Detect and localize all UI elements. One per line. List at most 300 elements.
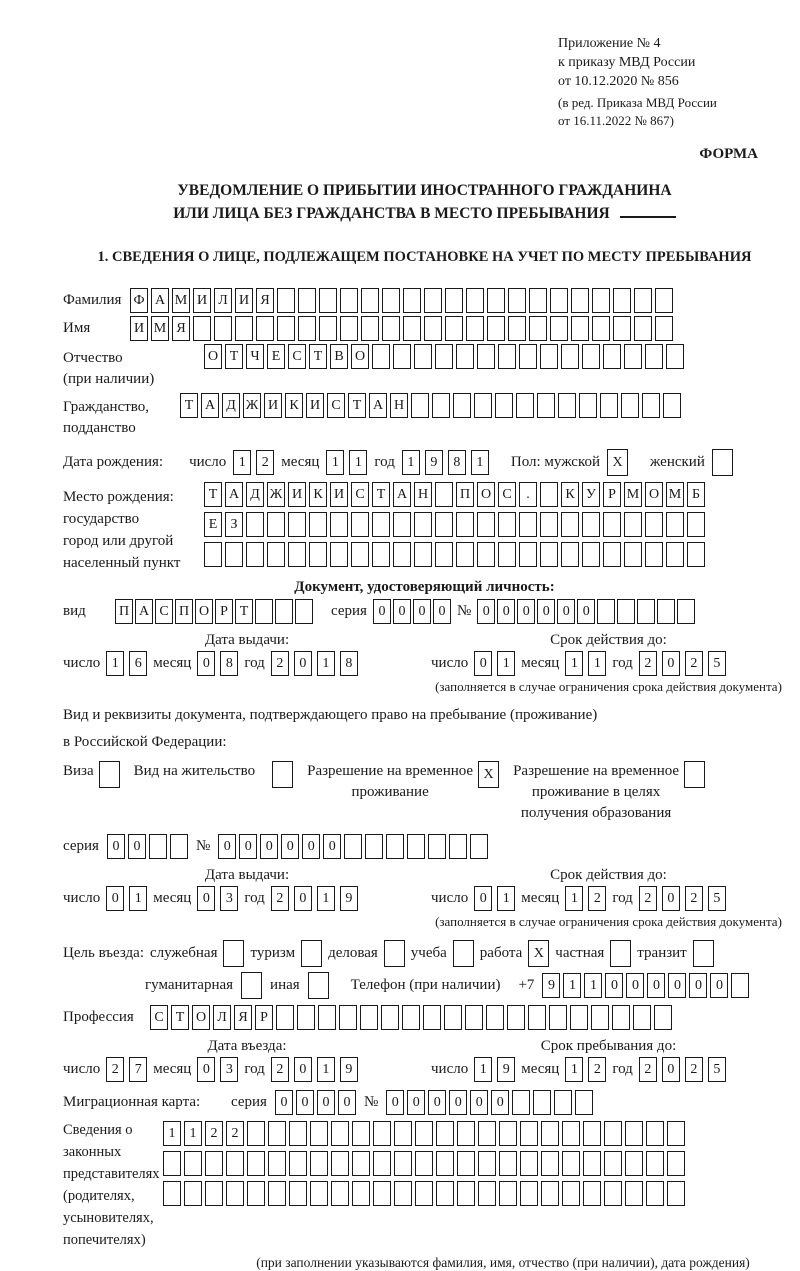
form-cell[interactable]	[478, 1121, 496, 1146]
form-cell[interactable]	[386, 834, 404, 859]
form-cell[interactable]: 0	[662, 1057, 680, 1082]
form-cell[interactable]: И	[235, 288, 253, 313]
form-cell[interactable]: 0	[433, 599, 451, 624]
form-cell[interactable]	[655, 288, 673, 313]
form-cell[interactable]	[600, 393, 618, 418]
form-cell[interactable]: К	[285, 393, 303, 418]
form-cell[interactable]: 0	[281, 834, 299, 859]
form-cell[interactable]	[288, 512, 306, 537]
form-cell[interactable]: С	[498, 482, 516, 507]
form-cell[interactable]: 0	[605, 973, 623, 998]
form-cell[interactable]: 0	[296, 1090, 314, 1115]
form-cell[interactable]: 1	[565, 651, 583, 676]
form-cell[interactable]	[372, 344, 390, 369]
form-cell[interactable]	[466, 316, 484, 341]
form-cell[interactable]: 0	[260, 834, 278, 859]
form-cell[interactable]: 0	[407, 1090, 425, 1115]
form-cell[interactable]: Т	[309, 344, 327, 369]
form-cell[interactable]: П	[115, 599, 133, 624]
form-cell[interactable]: 5	[708, 651, 726, 676]
form-cell[interactable]	[288, 542, 306, 567]
form-cell[interactable]	[453, 393, 471, 418]
form-cell[interactable]: 2	[639, 1057, 657, 1082]
form-cell[interactable]	[582, 542, 600, 567]
form-cell[interactable]	[394, 1151, 412, 1176]
form-cell[interactable]	[414, 344, 432, 369]
form-cell[interactable]	[687, 512, 705, 537]
form-cell[interactable]: 0	[275, 1090, 293, 1115]
form-cell[interactable]: 0	[470, 1090, 488, 1115]
form-cell[interactable]: 1	[317, 886, 335, 911]
form-cell[interactable]: 1	[129, 886, 147, 911]
form-cell[interactable]	[624, 512, 642, 537]
form-cell[interactable]: 0	[218, 834, 236, 859]
form-cell[interactable]	[624, 542, 642, 567]
form-cell[interactable]	[592, 316, 610, 341]
form-cell[interactable]	[309, 542, 327, 567]
checkbox-box[interactable]: X	[607, 449, 628, 476]
form-cell[interactable]	[456, 542, 474, 567]
form-cell[interactable]: 1	[106, 651, 124, 676]
checkbox-box[interactable]	[693, 940, 714, 967]
form-cell[interactable]: Т	[235, 599, 253, 624]
form-cell[interactable]	[352, 1151, 370, 1176]
form-cell[interactable]	[731, 973, 749, 998]
form-cell[interactable]	[646, 1151, 664, 1176]
form-cell[interactable]	[340, 288, 358, 313]
checkbox-box[interactable]	[308, 972, 329, 999]
form-cell[interactable]	[402, 1005, 420, 1030]
form-cell[interactable]: А	[393, 482, 411, 507]
form-cell[interactable]	[352, 1181, 370, 1206]
form-cell[interactable]: 0	[294, 651, 312, 676]
form-cell[interactable]	[540, 344, 558, 369]
form-cell[interactable]	[352, 1121, 370, 1146]
form-cell[interactable]: Ч	[246, 344, 264, 369]
checkbox-box[interactable]	[241, 972, 262, 999]
form-cell[interactable]	[540, 512, 558, 537]
form-cell[interactable]: В	[330, 344, 348, 369]
form-cell[interactable]	[310, 1151, 328, 1176]
form-cell[interactable]	[571, 316, 589, 341]
form-cell[interactable]	[558, 393, 576, 418]
form-cell[interactable]	[612, 1005, 630, 1030]
form-cell[interactable]	[205, 1181, 223, 1206]
form-cell[interactable]: 2	[685, 1057, 703, 1082]
form-cell[interactable]: 7	[129, 1057, 147, 1082]
form-cell[interactable]	[393, 542, 411, 567]
form-cell[interactable]	[360, 1005, 378, 1030]
form-cell[interactable]	[520, 1151, 538, 1176]
form-cell[interactable]: 1	[497, 651, 515, 676]
form-cell[interactable]	[289, 1181, 307, 1206]
form-cell[interactable]	[435, 542, 453, 567]
form-cell[interactable]: 0	[662, 651, 680, 676]
form-cell[interactable]	[255, 599, 273, 624]
form-cell[interactable]	[247, 1181, 265, 1206]
form-cell[interactable]: 9	[425, 450, 443, 475]
form-cell[interactable]	[654, 1005, 672, 1030]
form-cell[interactable]	[508, 316, 526, 341]
form-cell[interactable]: 0	[373, 599, 391, 624]
form-cell[interactable]	[604, 1151, 622, 1176]
form-cell[interactable]	[687, 542, 705, 567]
form-cell[interactable]: Т	[204, 482, 222, 507]
form-cell[interactable]	[373, 1151, 391, 1176]
form-cell[interactable]	[550, 316, 568, 341]
form-cell[interactable]	[414, 512, 432, 537]
form-cell[interactable]	[667, 1151, 685, 1176]
form-cell[interactable]: 0	[106, 886, 124, 911]
form-cell[interactable]	[415, 1181, 433, 1206]
form-cell[interactable]	[184, 1181, 202, 1206]
form-cell[interactable]	[351, 512, 369, 537]
form-cell[interactable]	[297, 1005, 315, 1030]
form-cell[interactable]: 0	[239, 834, 257, 859]
form-cell[interactable]	[163, 1151, 181, 1176]
form-cell[interactable]	[372, 542, 390, 567]
form-cell[interactable]	[603, 542, 621, 567]
form-cell[interactable]: .	[519, 482, 537, 507]
form-cell[interactable]	[456, 512, 474, 537]
form-cell[interactable]	[625, 1151, 643, 1176]
form-cell[interactable]	[604, 1181, 622, 1206]
form-cell[interactable]: 1	[233, 450, 251, 475]
form-cell[interactable]	[655, 316, 673, 341]
form-cell[interactable]: П	[456, 482, 474, 507]
form-cell[interactable]	[592, 288, 610, 313]
form-cell[interactable]: 8	[340, 651, 358, 676]
form-cell[interactable]	[582, 344, 600, 369]
form-cell[interactable]: 0	[557, 599, 575, 624]
form-cell[interactable]	[579, 393, 597, 418]
form-cell[interactable]	[520, 1121, 538, 1146]
form-cell[interactable]: 0	[626, 973, 644, 998]
form-cell[interactable]	[256, 316, 274, 341]
form-cell[interactable]: Л	[214, 288, 232, 313]
form-cell[interactable]: 0	[338, 1090, 356, 1115]
form-cell[interactable]: И	[130, 316, 148, 341]
form-cell[interactable]	[507, 1005, 525, 1030]
form-cell[interactable]	[394, 1121, 412, 1146]
form-cell[interactable]: Б	[687, 482, 705, 507]
form-cell[interactable]	[666, 512, 684, 537]
form-cell[interactable]: О	[351, 344, 369, 369]
form-cell[interactable]: А	[151, 288, 169, 313]
form-cell[interactable]: Р	[255, 1005, 273, 1030]
form-cell[interactable]: 3	[220, 886, 238, 911]
form-cell[interactable]: 0	[577, 599, 595, 624]
form-cell[interactable]	[449, 834, 467, 859]
form-cell[interactable]: Т	[348, 393, 366, 418]
form-cell[interactable]: 5	[708, 1057, 726, 1082]
form-cell[interactable]: 3	[220, 1057, 238, 1082]
form-cell[interactable]	[529, 316, 547, 341]
form-cell[interactable]	[613, 316, 631, 341]
form-cell[interactable]: 2	[639, 651, 657, 676]
form-cell[interactable]	[361, 288, 379, 313]
form-cell[interactable]: 0	[302, 834, 320, 859]
form-cell[interactable]: Н	[390, 393, 408, 418]
form-cell[interactable]	[603, 344, 621, 369]
form-cell[interactable]: Л	[213, 1005, 231, 1030]
form-cell[interactable]	[444, 1005, 462, 1030]
form-cell[interactable]	[435, 482, 453, 507]
form-cell[interactable]	[445, 288, 463, 313]
form-cell[interactable]: 0	[689, 973, 707, 998]
form-cell[interactable]: 2	[685, 651, 703, 676]
form-cell[interactable]: И	[306, 393, 324, 418]
form-cell[interactable]	[512, 1090, 530, 1115]
form-cell[interactable]: 6	[129, 651, 147, 676]
form-cell[interactable]: Д	[222, 393, 240, 418]
form-cell[interactable]	[295, 599, 313, 624]
form-cell[interactable]	[310, 1121, 328, 1146]
checkbox-box[interactable]	[712, 449, 733, 476]
form-cell[interactable]: П	[175, 599, 193, 624]
form-cell[interactable]	[613, 288, 631, 313]
form-cell[interactable]: 0	[197, 651, 215, 676]
form-cell[interactable]	[645, 542, 663, 567]
form-cell[interactable]	[663, 393, 681, 418]
form-cell[interactable]: Т	[171, 1005, 189, 1030]
form-cell[interactable]: 1	[163, 1121, 181, 1146]
form-cell[interactable]: 1	[326, 450, 344, 475]
form-cell[interactable]: О	[192, 1005, 210, 1030]
checkbox-box[interactable]	[272, 761, 293, 788]
form-cell[interactable]: 1	[565, 886, 583, 911]
form-cell[interactable]	[603, 512, 621, 537]
form-cell[interactable]: О	[204, 344, 222, 369]
form-cell[interactable]	[394, 1181, 412, 1206]
form-cell[interactable]: 0	[323, 834, 341, 859]
form-cell[interactable]: 1	[474, 1057, 492, 1082]
form-cell[interactable]	[597, 599, 615, 624]
checkbox-box[interactable]	[384, 940, 405, 967]
form-cell[interactable]	[393, 512, 411, 537]
form-cell[interactable]	[571, 288, 589, 313]
form-cell[interactable]: И	[264, 393, 282, 418]
form-cell[interactable]: 0	[393, 599, 411, 624]
form-cell[interactable]: К	[309, 482, 327, 507]
form-cell[interactable]	[637, 599, 655, 624]
form-cell[interactable]	[519, 344, 537, 369]
form-cell[interactable]: 0	[197, 886, 215, 911]
form-cell[interactable]	[319, 316, 337, 341]
form-cell[interactable]	[486, 1005, 504, 1030]
form-cell[interactable]	[645, 344, 663, 369]
form-cell[interactable]	[642, 393, 660, 418]
form-cell[interactable]: 0	[107, 834, 125, 859]
form-cell[interactable]: И	[193, 288, 211, 313]
form-cell[interactable]: А	[225, 482, 243, 507]
form-cell[interactable]	[381, 1005, 399, 1030]
form-cell[interactable]	[519, 512, 537, 537]
form-cell[interactable]: 2	[271, 651, 289, 676]
form-cell[interactable]	[361, 316, 379, 341]
form-cell[interactable]: 0	[197, 1057, 215, 1082]
form-cell[interactable]: М	[151, 316, 169, 341]
form-cell[interactable]: 2	[639, 886, 657, 911]
form-cell[interactable]	[277, 316, 295, 341]
form-cell[interactable]: Д	[246, 482, 264, 507]
form-cell[interactable]	[570, 1005, 588, 1030]
form-cell[interactable]	[533, 1090, 551, 1115]
form-cell[interactable]	[372, 512, 390, 537]
form-cell[interactable]	[478, 1151, 496, 1176]
form-cell[interactable]	[457, 1121, 475, 1146]
form-cell[interactable]: 2	[205, 1121, 223, 1146]
checkbox-box[interactable]	[610, 940, 631, 967]
form-cell[interactable]: 0	[710, 973, 728, 998]
form-cell[interactable]	[583, 1121, 601, 1146]
form-cell[interactable]: 0	[294, 1057, 312, 1082]
form-cell[interactable]: 0	[517, 599, 535, 624]
checkbox-box[interactable]	[684, 761, 705, 788]
form-cell[interactable]	[339, 1005, 357, 1030]
form-cell[interactable]	[411, 393, 429, 418]
form-cell[interactable]: М	[666, 482, 684, 507]
form-cell[interactable]: 0	[413, 599, 431, 624]
form-cell[interactable]	[289, 1151, 307, 1176]
form-cell[interactable]	[634, 316, 652, 341]
form-cell[interactable]: Ф	[130, 288, 148, 313]
form-cell[interactable]: М	[624, 482, 642, 507]
form-cell[interactable]	[540, 482, 558, 507]
form-cell[interactable]: 2	[256, 450, 274, 475]
form-cell[interactable]	[298, 316, 316, 341]
form-cell[interactable]	[498, 542, 516, 567]
form-cell[interactable]	[331, 1181, 349, 1206]
form-cell[interactable]	[625, 1181, 643, 1206]
form-cell[interactable]	[268, 1121, 286, 1146]
form-cell[interactable]: 2	[588, 1057, 606, 1082]
form-cell[interactable]: 9	[340, 886, 358, 911]
form-cell[interactable]: 9	[542, 973, 560, 998]
form-cell[interactable]	[414, 542, 432, 567]
form-cell[interactable]: 0	[128, 834, 146, 859]
form-cell[interactable]: Т	[372, 482, 390, 507]
form-cell[interactable]	[373, 1121, 391, 1146]
form-cell[interactable]	[582, 512, 600, 537]
form-cell[interactable]	[541, 1121, 559, 1146]
form-cell[interactable]	[529, 288, 547, 313]
form-cell[interactable]	[550, 288, 568, 313]
form-cell[interactable]: 0	[497, 599, 515, 624]
form-cell[interactable]	[214, 316, 232, 341]
form-cell[interactable]	[184, 1151, 202, 1176]
form-cell[interactable]	[393, 344, 411, 369]
form-cell[interactable]	[498, 512, 516, 537]
form-cell[interactable]: Т	[225, 344, 243, 369]
form-cell[interactable]	[541, 1151, 559, 1176]
form-cell[interactable]: 5	[708, 886, 726, 911]
form-cell[interactable]	[226, 1181, 244, 1206]
form-cell[interactable]	[634, 288, 652, 313]
form-cell[interactable]: 9	[497, 1057, 515, 1082]
form-cell[interactable]	[436, 1151, 454, 1176]
form-cell[interactable]	[407, 834, 425, 859]
form-cell[interactable]	[583, 1151, 601, 1176]
form-cell[interactable]	[247, 1151, 265, 1176]
form-cell[interactable]: А	[369, 393, 387, 418]
form-cell[interactable]: А	[201, 393, 219, 418]
form-cell[interactable]	[478, 1181, 496, 1206]
form-cell[interactable]: 1	[584, 973, 602, 998]
form-cell[interactable]	[205, 1151, 223, 1176]
form-cell[interactable]	[246, 512, 264, 537]
form-cell[interactable]	[424, 288, 442, 313]
form-cell[interactable]	[436, 1181, 454, 1206]
form-cell[interactable]	[351, 542, 369, 567]
form-cell[interactable]	[330, 542, 348, 567]
form-cell[interactable]	[487, 288, 505, 313]
form-cell[interactable]	[289, 1121, 307, 1146]
form-cell[interactable]: 1	[588, 651, 606, 676]
form-cell[interactable]	[677, 599, 695, 624]
form-cell[interactable]	[382, 316, 400, 341]
form-cell[interactable]	[330, 512, 348, 537]
form-cell[interactable]: Р	[603, 482, 621, 507]
form-cell[interactable]	[310, 1181, 328, 1206]
form-cell[interactable]: Я	[172, 316, 190, 341]
form-cell[interactable]	[247, 1121, 265, 1146]
form-cell[interactable]	[298, 288, 316, 313]
form-cell[interactable]	[516, 393, 534, 418]
form-cell[interactable]: С	[155, 599, 173, 624]
form-cell[interactable]: Я	[256, 288, 274, 313]
form-cell[interactable]	[575, 1090, 593, 1115]
form-cell[interactable]: 0	[428, 1090, 446, 1115]
form-cell[interactable]	[528, 1005, 546, 1030]
form-cell[interactable]	[499, 1181, 517, 1206]
form-cell[interactable]	[423, 1005, 441, 1030]
form-cell[interactable]	[435, 344, 453, 369]
form-cell[interactable]	[508, 288, 526, 313]
form-cell[interactable]	[318, 1005, 336, 1030]
form-cell[interactable]	[562, 1121, 580, 1146]
form-cell[interactable]: А	[135, 599, 153, 624]
form-cell[interactable]	[275, 599, 293, 624]
form-cell[interactable]	[465, 1005, 483, 1030]
form-cell[interactable]	[562, 1151, 580, 1176]
form-cell[interactable]: 0	[647, 973, 665, 998]
form-cell[interactable]	[625, 1121, 643, 1146]
form-cell[interactable]	[666, 542, 684, 567]
form-cell[interactable]	[436, 1121, 454, 1146]
form-cell[interactable]	[667, 1121, 685, 1146]
form-cell[interactable]: С	[327, 393, 345, 418]
form-cell[interactable]	[225, 542, 243, 567]
form-cell[interactable]	[474, 393, 492, 418]
form-cell[interactable]	[344, 834, 362, 859]
form-cell[interactable]	[561, 344, 579, 369]
form-cell[interactable]: К	[561, 482, 579, 507]
form-cell[interactable]: Ж	[243, 393, 261, 418]
form-cell[interactable]	[432, 393, 450, 418]
form-cell[interactable]	[403, 316, 421, 341]
form-cell[interactable]: 1	[317, 651, 335, 676]
form-cell[interactable]	[457, 1181, 475, 1206]
form-cell[interactable]: 0	[477, 599, 495, 624]
form-cell[interactable]	[445, 316, 463, 341]
checkbox-box[interactable]	[99, 761, 120, 788]
form-cell[interactable]	[537, 393, 555, 418]
form-cell[interactable]: 2	[685, 886, 703, 911]
form-cell[interactable]: Е	[267, 344, 285, 369]
form-cell[interactable]: 0	[662, 886, 680, 911]
form-cell[interactable]	[621, 393, 639, 418]
